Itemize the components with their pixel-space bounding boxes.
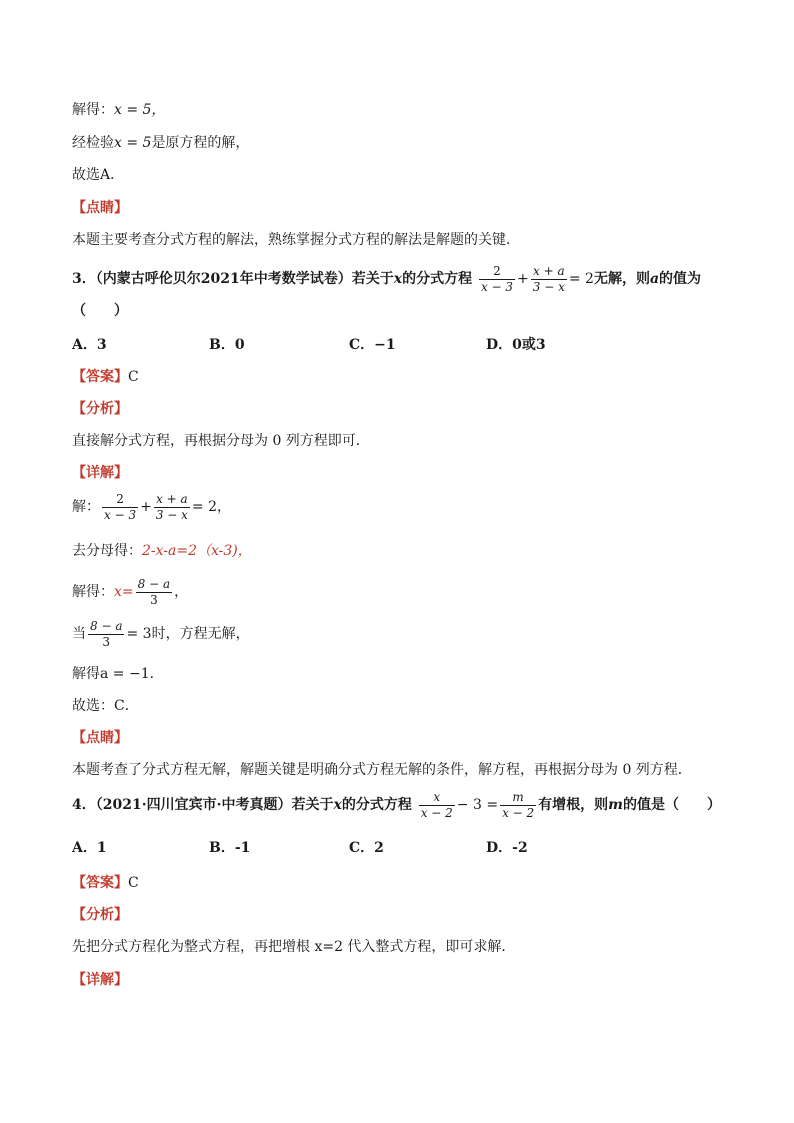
q3-step4: 解得a = −1．	[72, 666, 164, 682]
text: 的分式方程	[341, 797, 412, 813]
text: 经检验	[72, 135, 114, 151]
q3-analysis-text: 直接解分式方程，再根据分母为 0 列方程即可．	[72, 433, 370, 449]
numerator: 2	[479, 264, 515, 280]
denominator: x − 3	[104, 507, 137, 522]
q4-analysis-text: 先把分式方程化为整式方程，再把增根 x=2 代入整式方程，即可求解．	[72, 939, 516, 955]
fraction	[102, 492, 138, 523]
label: 解：	[72, 499, 100, 515]
var-x: x	[393, 271, 403, 287]
q3-option-b: B．0	[209, 337, 245, 353]
label: 解得：	[72, 584, 114, 600]
denominator: 3 − x	[155, 507, 188, 522]
q3-option-a: A．3	[72, 337, 107, 353]
text: 的值是（ ）	[623, 797, 721, 813]
text: 有增根，则	[538, 797, 609, 813]
q3-option-c: C．−1	[349, 337, 396, 353]
plus-sign: +	[140, 499, 152, 515]
fraction	[419, 790, 455, 821]
prev-choice: 故选A．	[72, 167, 125, 183]
text: 的值为	[659, 271, 702, 287]
denominator: x − 2	[420, 805, 453, 820]
answer-tag: 【答案】	[72, 875, 128, 891]
denominator: 3 − x	[532, 279, 565, 294]
q4-detail-tag: 【详解】	[72, 972, 128, 988]
fraction	[531, 264, 567, 295]
prev-comment-text: 本题主要考查分式方程的解法，熟练掌握分式方程的解法是解题的关键．	[72, 232, 520, 248]
text: = 3时，方程无解，	[126, 626, 250, 642]
q4-answer	[72, 873, 139, 893]
var-x: x	[333, 797, 342, 813]
q3-choice: 故选：C．	[72, 698, 139, 714]
q3-step1	[72, 541, 252, 561]
q3-detail-tag: 【详解】	[72, 465, 128, 481]
rhs: = 2	[568, 271, 594, 287]
label: 去分母得：	[72, 543, 142, 559]
prev-solve-line	[72, 100, 165, 120]
fraction	[136, 577, 172, 608]
q4-option-c: C．2	[349, 840, 384, 856]
answer-value: C	[128, 875, 139, 891]
q3-step2	[72, 575, 188, 609]
prev-check-line	[72, 133, 249, 153]
fraction	[154, 492, 190, 523]
numerator: 8 − a	[137, 576, 171, 591]
var-a: a	[649, 271, 660, 287]
q4-analysis-tag: 【分析】	[72, 907, 128, 923]
label: 解得：	[72, 102, 114, 118]
numerator: 8 − a	[90, 618, 123, 633]
fraction	[479, 264, 515, 295]
math: x = 5	[114, 135, 152, 151]
denominator: x − 2	[502, 805, 535, 820]
answer-value: C	[128, 369, 139, 385]
math: x=	[114, 584, 134, 600]
q3-comment-tag: 【点睛】	[72, 730, 128, 746]
fraction	[88, 619, 124, 650]
math: 2-x-a=2（x-3)，	[142, 543, 252, 559]
math: x = 5，	[114, 102, 166, 118]
prev-comment-tag: 【点睛】	[72, 200, 128, 216]
q3-analysis-tag: 【分析】	[72, 401, 128, 417]
q3-comment-text: 本题考查了分式方程无解，解题关键是明确分式方程无解的条件，解方程，再根据分母为 0 列方程．	[72, 762, 692, 778]
denominator: 3	[150, 592, 158, 607]
rhs: = 2，	[191, 499, 232, 515]
q3-step3	[72, 617, 250, 651]
q4-option-b: B．-1	[209, 840, 251, 856]
denominator: 3	[102, 634, 111, 649]
q3-sol-eq	[72, 490, 231, 524]
answer-tag: 【答案】	[72, 369, 128, 385]
math: − 3 =	[456, 797, 499, 813]
numerator: x + a	[154, 492, 190, 508]
q4-option-d: D．-2	[486, 840, 528, 856]
q3-paren: （ ）	[72, 303, 128, 319]
text: 无解，则	[593, 271, 650, 287]
q4-stem	[72, 788, 721, 822]
q3-option-d: D．0或3	[486, 337, 546, 353]
q3-answer	[72, 367, 139, 387]
fraction	[500, 790, 536, 821]
q4-option-a: A．1	[72, 840, 107, 856]
numerator: 2	[102, 492, 138, 508]
plus-sign: +	[517, 271, 529, 287]
numerator: x + a	[531, 264, 567, 280]
q3-stem	[72, 262, 701, 296]
q4-options	[72, 838, 672, 858]
text: 4．（2021·四川宜宾市·中考真题）若关于	[72, 797, 334, 813]
denominator: x − 3	[480, 279, 514, 294]
text: 是原方程的解，	[151, 135, 250, 151]
text: 的分式方程	[402, 271, 473, 287]
text: 当	[72, 626, 86, 642]
text: 3．（内蒙古呼伦贝尔2021年中考数学试卷）若关于	[72, 271, 394, 287]
text: ，	[174, 584, 189, 600]
numerator: m	[500, 790, 536, 806]
q3-options	[72, 335, 672, 355]
numerator: x	[419, 790, 455, 806]
var-m: m	[608, 797, 623, 813]
